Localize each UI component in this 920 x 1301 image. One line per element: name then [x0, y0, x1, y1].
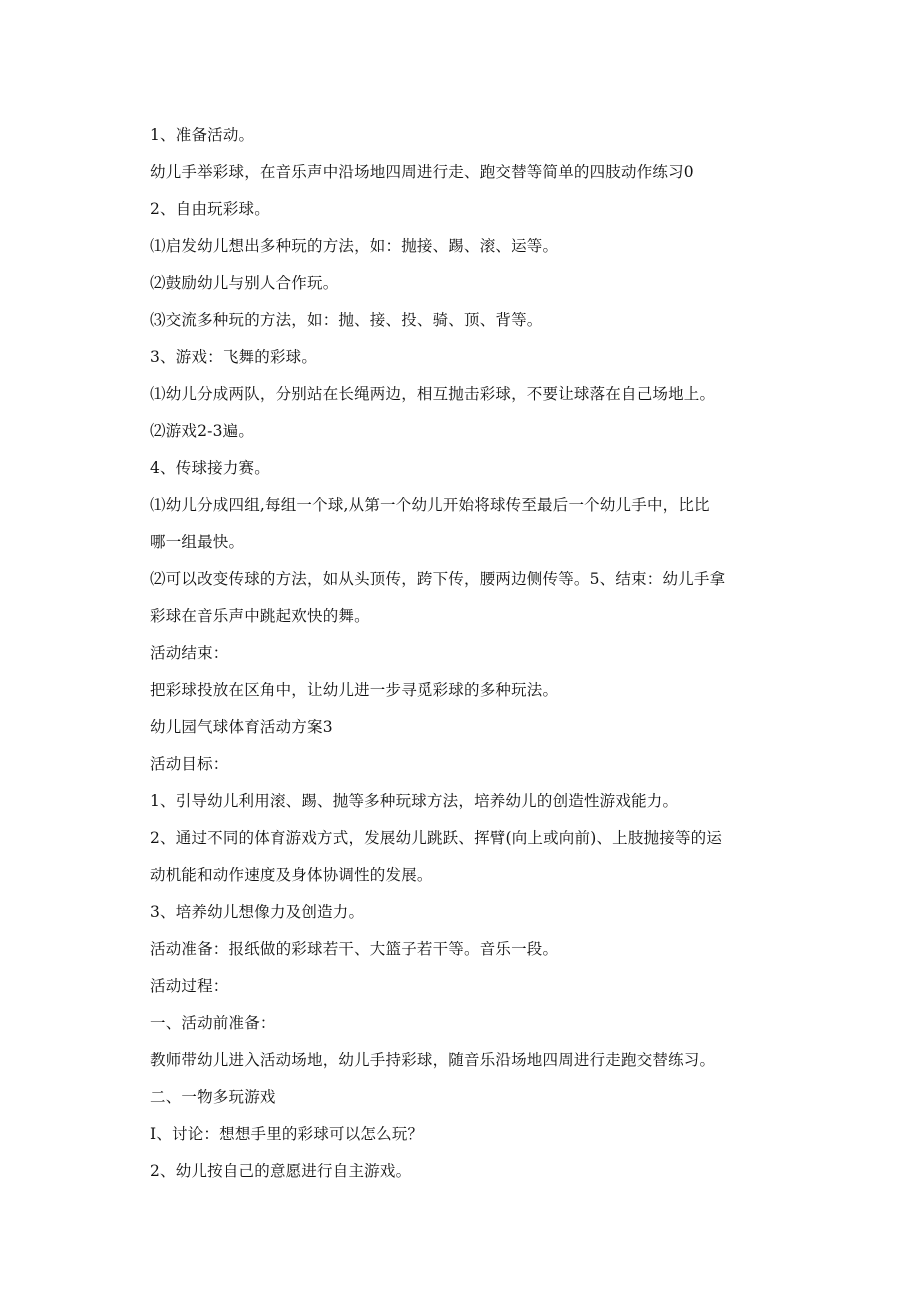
- paragraph: 活动过程：: [150, 977, 229, 995]
- paragraph: 幼儿手举彩球，在音乐声中沿场地四周进行走、跑交替等简单的四肢动作练习0: [150, 163, 694, 181]
- paragraph: 活动准备：报纸做的彩球若干、大篮子若干等。音乐一段。: [150, 940, 559, 958]
- paragraph: ⑶交流多种玩的方法，如：抛、接、投、骑、顶、背等。: [150, 311, 543, 329]
- paragraph: 3、培养幼儿想像力及创造力。: [150, 903, 365, 921]
- paragraph: 4、传球接力赛。: [150, 459, 270, 477]
- paragraph: 3、游戏：飞舞的彩球。: [150, 348, 318, 366]
- paragraph: 一、活动前准备：: [150, 1014, 276, 1032]
- paragraph: I、讨论：想想手里的彩球可以怎么玩？: [150, 1125, 424, 1143]
- paragraph: ⑵鼓励幼儿与别人合作玩。: [150, 274, 339, 292]
- paragraph: 把彩球投放在区角中，让幼儿进一步寻觅彩球的多种玩法。: [150, 681, 559, 699]
- paragraph: ⑴幼儿分成四组,每组一个球,从第一个幼儿开始将球传至最后一个幼儿手中，比比: [150, 496, 710, 514]
- paragraph: 彩球在音乐声中跳起欢快的舞。: [150, 607, 370, 625]
- paragraph: 活动目标：: [150, 755, 229, 773]
- document-body: [150, 117, 790, 1190]
- paragraph: ⑴幼儿分成两队，分别站在长绳两边，相互抛击彩球，不要让球落在自己场地上。: [150, 385, 716, 403]
- paragraph: 二、一物多玩游戏: [150, 1088, 276, 1106]
- paragraph: ⑴启发幼儿想出多种玩的方法，如：抛接、踢、滚、运等。: [150, 237, 559, 255]
- paragraph: 1、引导幼儿利用滚、踢、抛等多种玩球方法，培养幼儿的创造性游戏能力。: [150, 792, 679, 810]
- paragraph: 动机能和动作速度及身体协调性的发展。: [150, 866, 433, 884]
- paragraph: 教师带幼儿进入活动场地，幼儿手持彩球，随音乐沿场地四周进行走跑交替练习。: [150, 1051, 716, 1069]
- paragraph: 哪一组最快。: [150, 533, 245, 551]
- paragraph: 活动结束：: [150, 644, 229, 662]
- section-heading: 幼儿园气球体育活动方案3: [150, 718, 333, 736]
- paragraph: ⑵可以改变传球的方法，如从头顶传，跨下传，腰两边侧传等。5、结束：幼儿手拿: [150, 570, 726, 588]
- paragraph: ⑵游戏2-3遍。: [150, 422, 255, 440]
- paragraph: 2、通过不同的体育游戏方式，发展幼儿跳跃、挥臂(向上或向前)、上肢抛接等的运: [150, 829, 723, 847]
- paragraph: 1、准备活动。: [150, 126, 255, 144]
- paragraph: 2、幼儿按自己的意愿进行自主游戏。: [150, 1162, 412, 1180]
- paragraph: 2、自由玩彩球。: [150, 200, 270, 218]
